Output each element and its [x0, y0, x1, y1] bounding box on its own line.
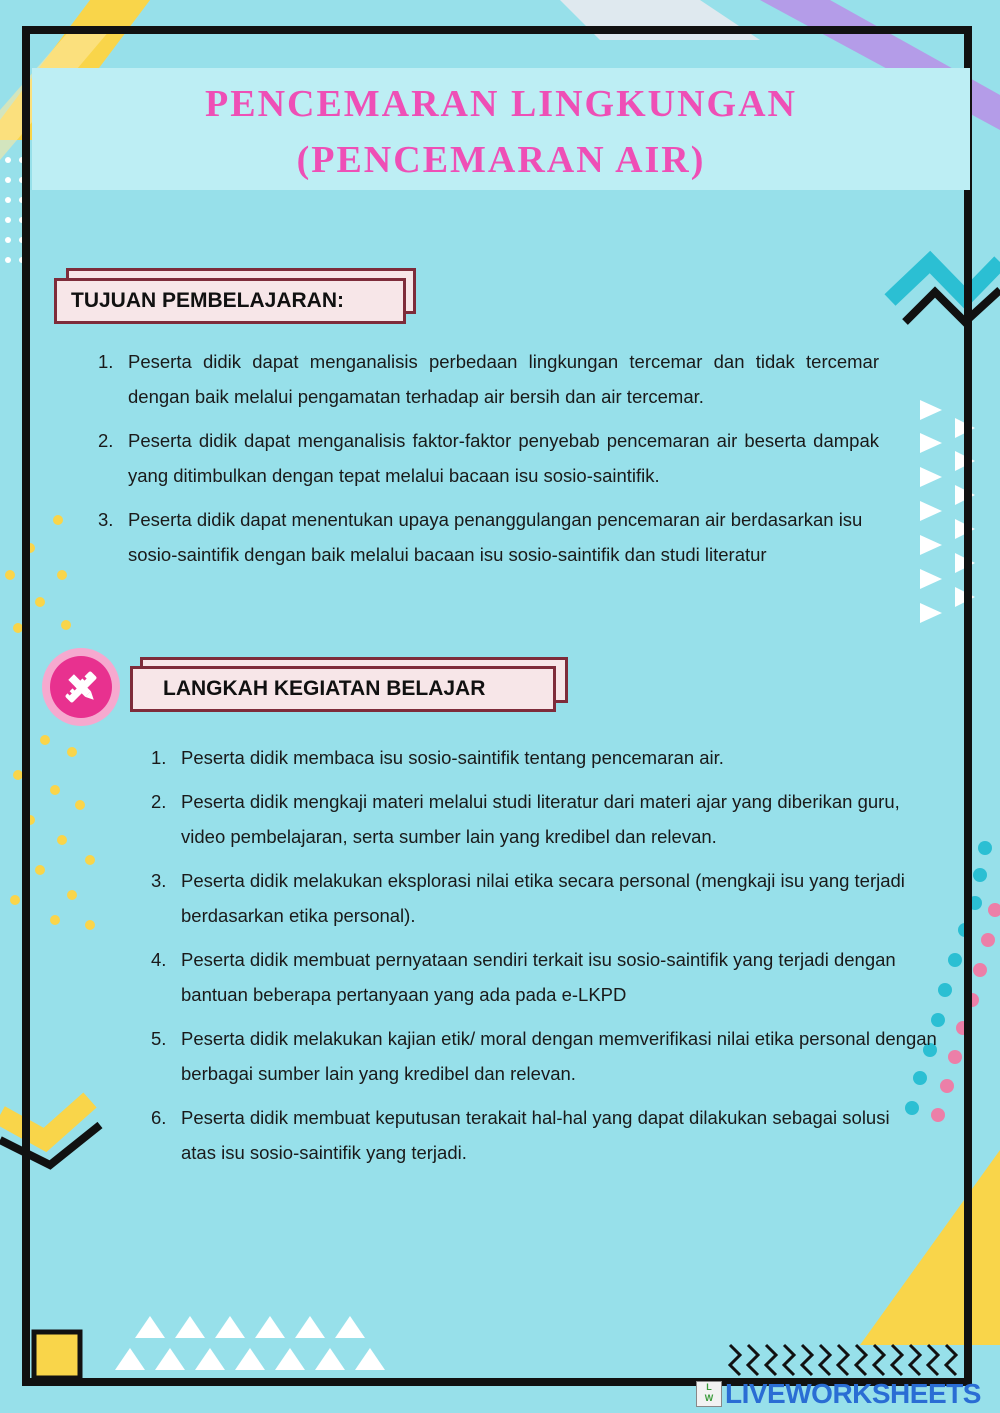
- list-item-number: 1.: [98, 351, 114, 372]
- watermark-text: LIVEWORKSHEETS: [725, 1378, 981, 1409]
- steps-list: [151, 740, 937, 1179]
- list-item-number: 3.: [98, 509, 114, 530]
- list-item: [151, 740, 911, 775]
- list-item: [151, 942, 911, 1012]
- list-item: [151, 784, 911, 854]
- list-item-number: 5.: [151, 1028, 167, 1049]
- title-line-2: (PENCEMARAN AIR): [296, 139, 706, 181]
- list-item-text: Peserta didik dapat menentukan upaya penanggulangan pencemaran air berdasarkan isu sosio-saintifik dengan baik melalui bacaan isu sosio-saintifik dan studi literatur: [128, 509, 863, 565]
- pencil-ruler-icon: [40, 646, 122, 728]
- objectives-heading: [54, 278, 406, 324]
- list-item: [151, 863, 911, 933]
- list-item-text: Peserta didik mengkaji materi melalui studi literatur dari materi ajar yang diberikan guru, video pembelajaran, serta sumber lain yang kredibel dan relevan.: [181, 791, 900, 847]
- list-item-text: Peserta didik membuat pernyataan sendiri terkait isu sosio-saintifik yang terjadi dengan bantuan beberapa pertanyaan yang ada pada e-LKPD: [181, 949, 896, 1005]
- list-item: [98, 423, 879, 493]
- objectives-list: [98, 344, 879, 581]
- list-item-number: 6.: [151, 1107, 167, 1128]
- steps-heading-text: LANGKAH KEGIATAN BELAJAR: [163, 677, 486, 700]
- list-item-number: 2.: [98, 430, 114, 451]
- list-item-number: 1.: [151, 747, 167, 768]
- list-item-text: Peserta didik membuat keputusan terakait hal-hal yang dapat dilakukan sebagai solusi atas isu sosio-saintifik yang terjadi.: [181, 1107, 890, 1163]
- list-item-text: Peserta didik dapat menganalisis perbedaan lingkungan tercemar dan tidak tercemar dengan baik melalui pengamatan terhadap air bersih dan air tercemar.: [128, 351, 879, 407]
- page-title: [32, 76, 970, 188]
- liveworksheets-logo-icon: L W: [696, 1381, 722, 1407]
- list-item-text: Peserta didik melakukan kajian etik/ moral dengan memverifikasi nilai etika personal dengan berbagai sumber lain yang kredibel dan relevan.: [181, 1028, 937, 1084]
- list-item-number: 3.: [151, 870, 167, 891]
- list-item-text: Peserta didik dapat menganalisis faktor-faktor penyebab pencemaran air beserta dampak yang ditimbulkan dengan tepat melalui bacaan isu sosio-saintifik.: [128, 430, 879, 486]
- list-item-text: Peserta didik melakukan eksplorasi nilai etika secara personal (mengkaji isu yang terjadi berdasarkan etika personal).: [181, 870, 905, 926]
- list-item-number: 4.: [151, 949, 167, 970]
- list-item: [98, 502, 868, 572]
- list-item-number: 2.: [151, 791, 167, 812]
- liveworksheets-watermark[interactable]: [696, 1378, 981, 1410]
- objectives-heading-text: TUJUAN PEMBELAJARAN:: [71, 289, 345, 312]
- title-line-1: PENCEMARAN LINGKUNGAN: [205, 83, 797, 125]
- list-item: [151, 1100, 911, 1170]
- list-item: [98, 344, 879, 414]
- list-item-text: Peserta didik membaca isu sosio-saintifik tentang pencemaran air.: [181, 747, 724, 768]
- list-item: [151, 1021, 961, 1091]
- steps-heading: [130, 666, 556, 712]
